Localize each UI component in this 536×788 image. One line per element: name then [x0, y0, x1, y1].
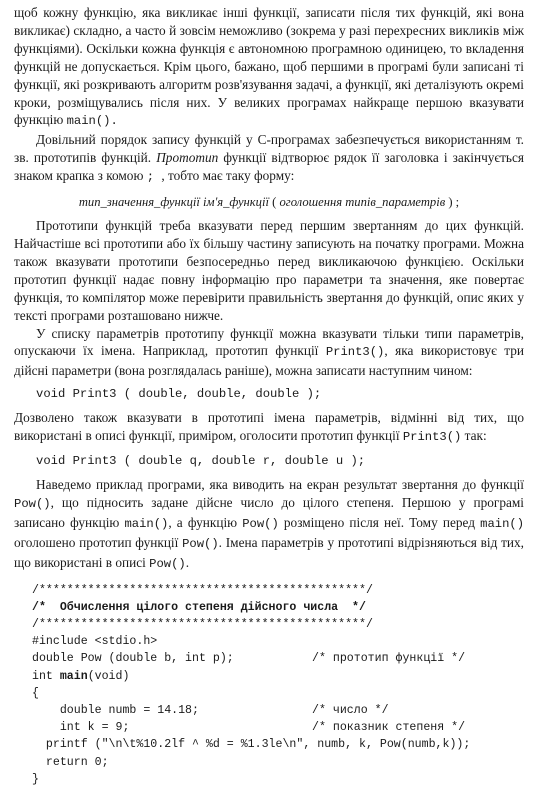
paragraph-1: щоб кожну функцію, яка викликає інші функції, записати після тих функцій, які вона викликає) складно, а часто й зовсім неможливо (зокрема у разі перехресних викликів між функціями). Оскільки кожна функція є автономною програмною одиницею, то вкладення функцій не допускається. Крім цього, бажано, щоб першими в програмі були записані ті функції, які розкривають алгоритм розв'язування задачі, а функції, які деталізують окремі кроки, розміщувались після них. У великих програмах найкраще першою вказувати функцію main().	[14, 5, 524, 129]
code-line: printf ("\n\t%10.2lf ^ %d = %1.3le\n", numb, k, Pow(numb,k));	[32, 738, 471, 752]
code-line: return 0;	[32, 755, 109, 769]
paragraph-3: Прототипи функцій треба вказувати перед першим звертанням до цих функцій. Найчастіше всі прототипи або їх більшу частину записують на початку програми. Можна також вказувати прототипи безпосередньо перед викликаючою функцією. Оскільки прототип функції надає повну інформацію про параметри та значення, яке повертає функція, то компілятор може перевірити правильність звертання до функцій, опис яких у тексті програми розташовано нижче.	[14, 218, 524, 323]
term-prototype: Прототип	[156, 150, 219, 166]
code-comment: /* число */	[312, 703, 389, 717]
prototype-formula: тип_значення_функції ім'я_функції ( оголошення типів_параметрів ) ;	[78, 195, 460, 210]
inline-code-main: main().	[66, 114, 118, 129]
code-line: #include <stdio.h>	[32, 635, 158, 649]
program-listing	[32, 582, 524, 788]
paragraph-6: Наведемо приклад програми, яка виводить на екран результат звертання до функції Pow(), що підносить задане дійсне число до цілого степеня. Першою у програмі записано функцію main(), а функцію Pow() розміщено після неї. Тому перед main() оголошено прототип функції Pow(). Імена параметрів у прототипі відрізняються від тих, що використані в описі Pow().	[14, 477, 525, 571]
code-comment: /* прототип функції */	[312, 652, 466, 666]
code-line: /***********************************************/	[32, 583, 373, 597]
code-line: double Pow (double b, int p); /* прототип функції */	[32, 650, 524, 667]
code-comment: /* показник степеня */	[312, 721, 466, 735]
code-example-2: void Print3 ( double q, double r, double u );	[36, 454, 366, 469]
paragraph-2: Довільний порядок запису функцій у С-програмах забезпечується використанням т. зв. прототипів функцій. Прототип функції відтворює рядок її заголовка і закінчується знаком крапка з комою ; , тобто має таку форму:	[14, 132, 525, 185]
paragraph-5: Дозволено також вказувати в прототипі імена параметрів, відмінні від тих, що використані в описі функції, приміром, оголосити прототип функції Print3() так:	[14, 410, 524, 445]
code-line: int k = 9; /* показник степеня */	[32, 719, 524, 736]
code-line: /***********************************************/	[32, 617, 373, 631]
paragraph-4: У списку параметрів прототипу функції можна вказувати тільки типи параметрів, опускаючи їх імена. Наприклад, прототип функції Print3(), яка використовує три дійсні параметри (вона розглядалась раніше), можна записати наступним чином:	[14, 325, 524, 379]
code-line: double numb = 14.18; /* число */	[32, 702, 524, 719]
code-line: /* Обчислення цілого степеня дійсного числа */	[32, 600, 366, 614]
code-line: {	[32, 686, 39, 700]
code-line: }	[32, 772, 39, 786]
code-line: int main(void)	[32, 669, 130, 683]
code-example-1: void Print3 ( double, double, double );	[36, 387, 322, 402]
